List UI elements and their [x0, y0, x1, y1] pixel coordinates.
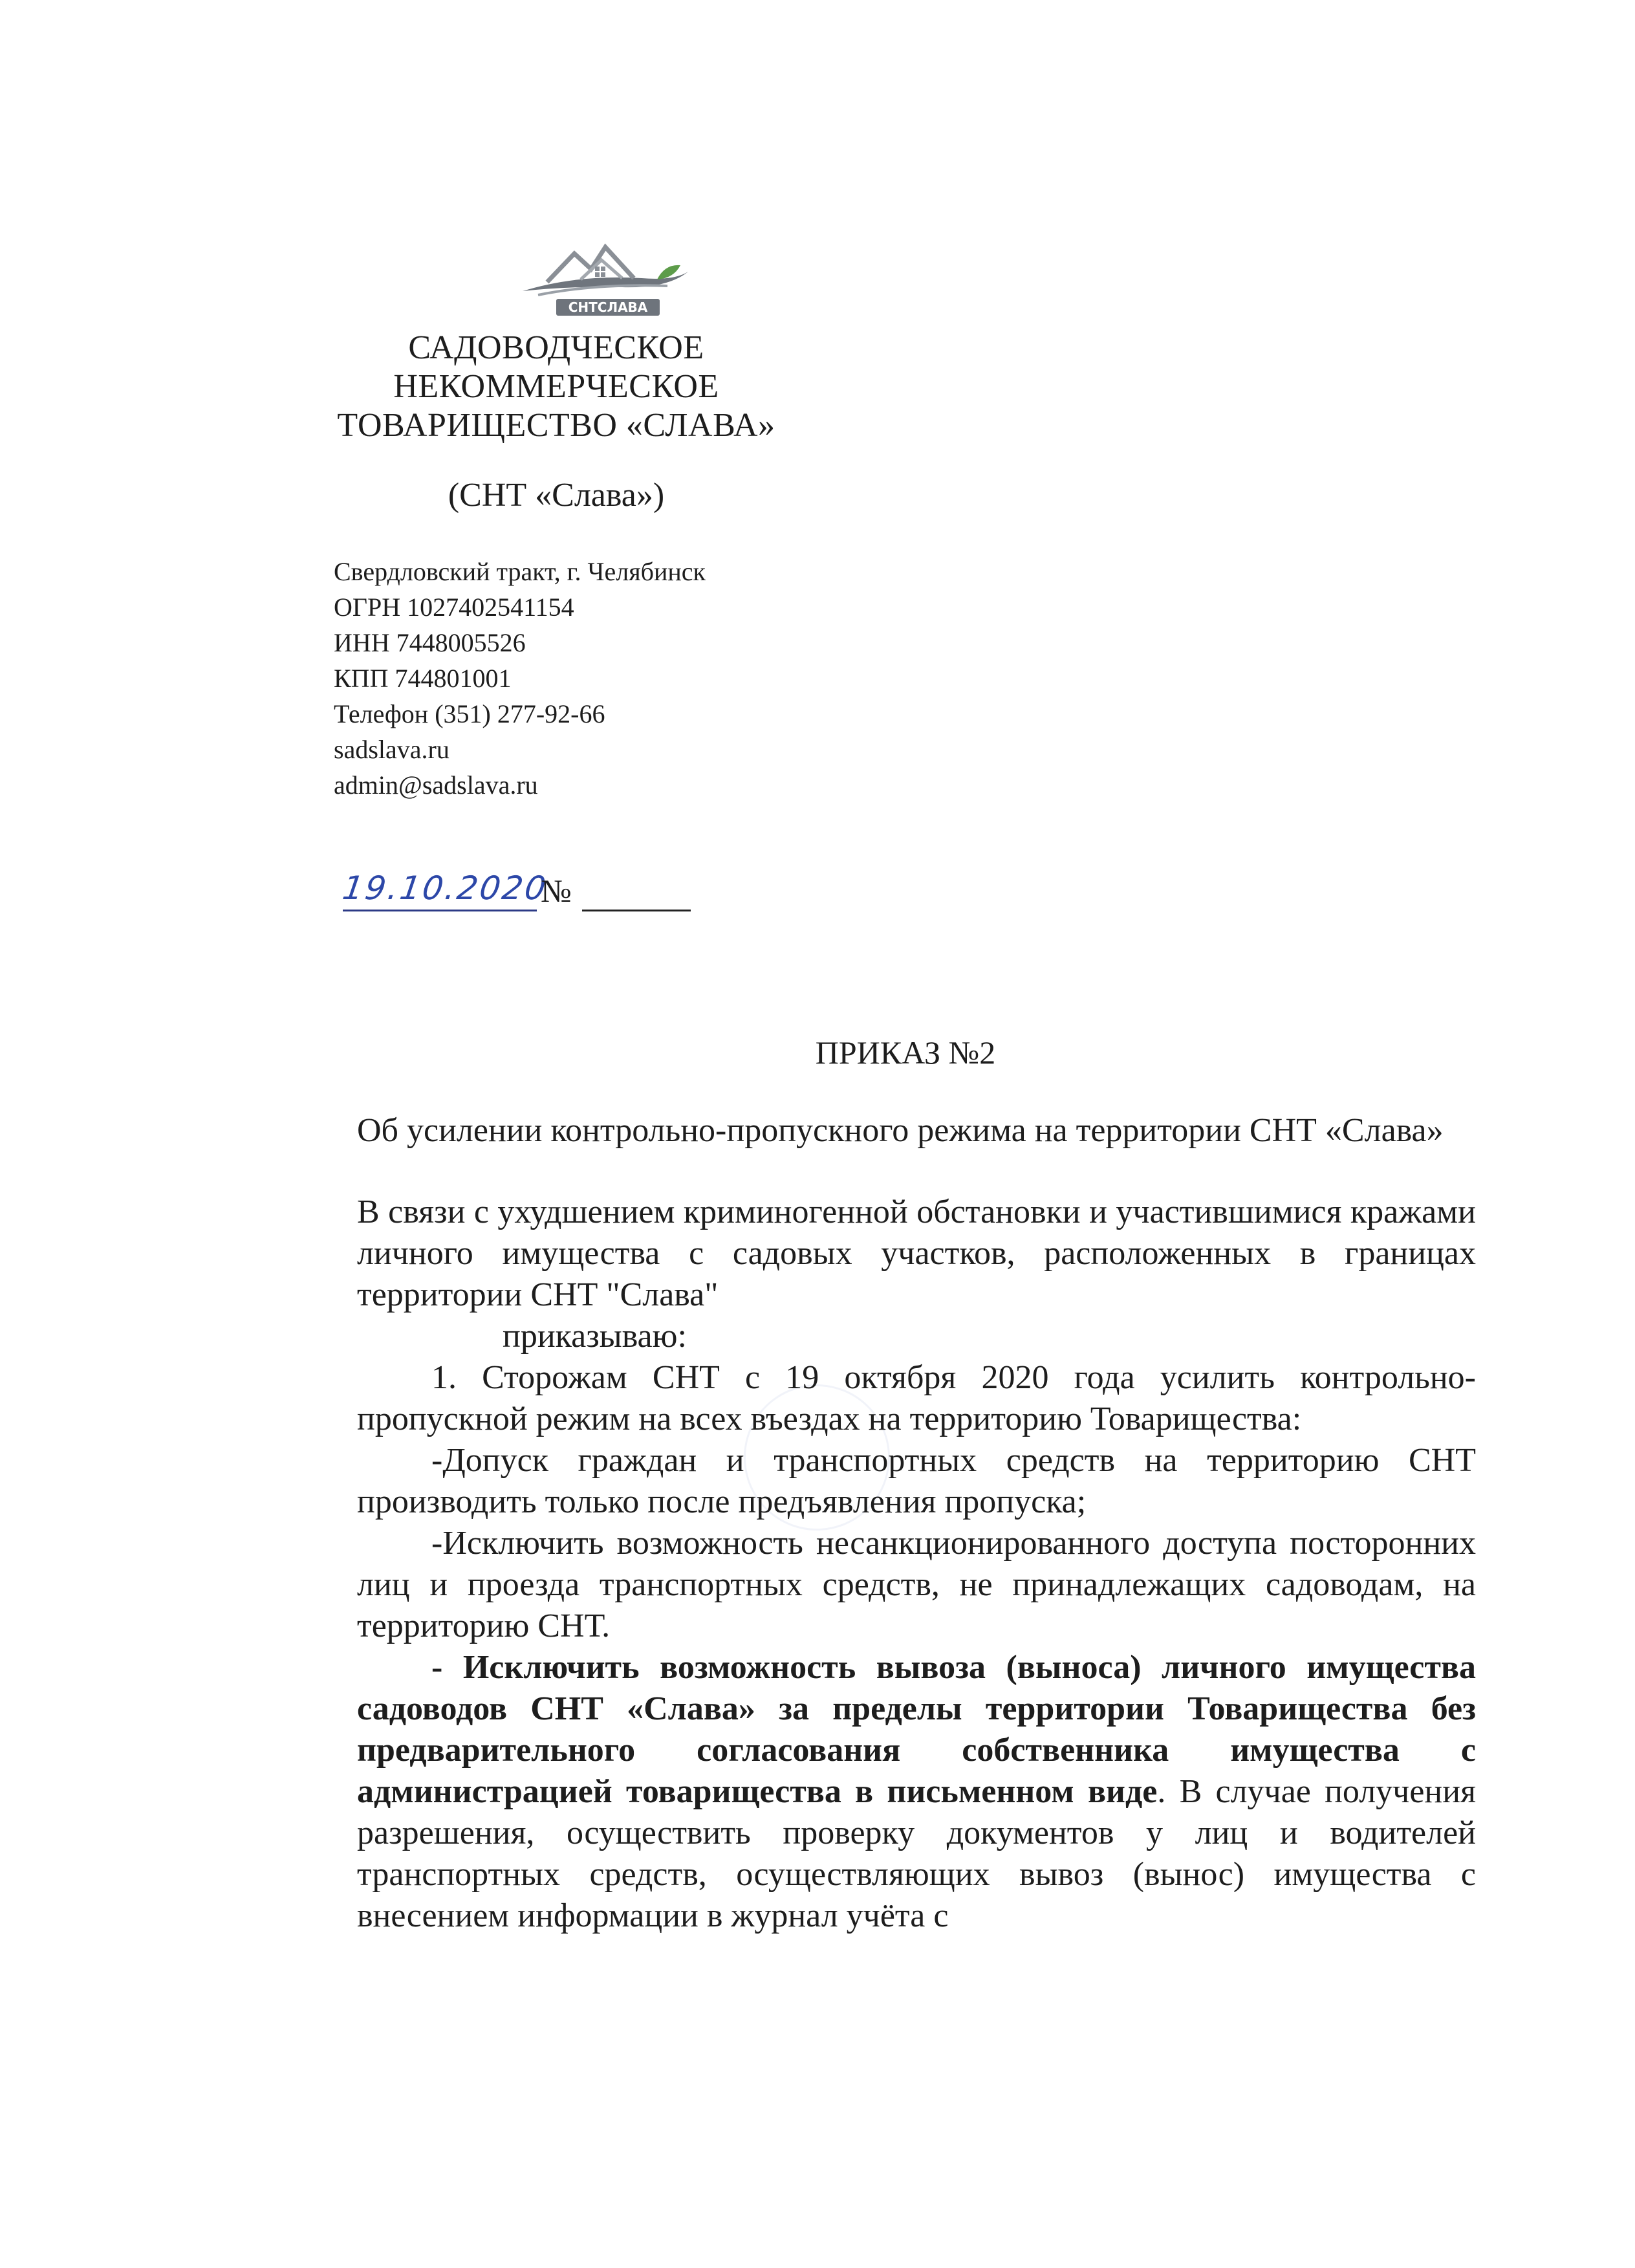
org-name-line-1: САДОВОДЧЕСКОЕ [408, 329, 704, 366]
organization-name [304, 329, 808, 445]
item-1-property-removal [357, 1647, 1476, 1937]
address: Свердловский тракт, г. Челябинск [334, 557, 706, 586]
kpp: КПП 744801001 [334, 664, 512, 693]
subject-line: Об усилении контрольно-пропускного режима на территории СНТ «Слава» [357, 1112, 1444, 1149]
phone: Телефон (351) 277-92-66 [334, 699, 605, 728]
date-number-line [340, 869, 705, 921]
org-name-line-2: НЕКОММЕРЧЕСКОЕ [393, 368, 719, 405]
document-body [357, 1110, 1476, 1937]
item-1-unauthorized: -Исключить возможность несанкционированного доступа посторонних лиц и проезда транспортных средств, не принадлежащих садоводам, на территорию СНТ. [357, 1525, 1476, 1644]
org-name-line-3: ТОВАРИЩЕСТВО «СЛАВА» [337, 407, 775, 444]
email: admin@sadslava.ru [334, 770, 538, 800]
ogrn: ОГРН 1027402541154 [334, 593, 574, 622]
item-1-access: -Допуск граждан и транспортных средств на территорию СНТ производить только после предъявления пропуска; [357, 1442, 1476, 1520]
item-1: 1. Сторожам СНТ с 19 октября 2020 года усилить контрольно-пропускной режим на всех въездах на территорию Товарищества: [357, 1359, 1476, 1437]
date-underline [343, 910, 537, 911]
order-word: приказываю: [503, 1318, 687, 1355]
property-removal-bold: - Исключить возможность вывоза (выноса) личного имущества садоводов СНТ «Слава» за пределы территории Товарищества без предварительного согласования собственника имущества с администрацией товарищества в письменном виде [357, 1649, 1476, 1810]
organization-short-name: (СНТ «Слава») [448, 477, 665, 514]
preamble-paragraph: В связи с ухудшением криминогенной обстановки и участившимися кражами личного имущества с садовых участков, расположенных в границах территории СНТ "Слава" [357, 1194, 1476, 1313]
logo-text: СНТСЛАВА [568, 300, 648, 315]
property-removal-continuation: . В случае получения разрешения, осуществить проверку документов у лиц и водителей транспортных средств, осуществляющих вывоз (вынос) имущества с внесением информации в журнал учёта с [357, 1773, 1476, 1934]
number-sign: № [541, 873, 572, 909]
inn: ИНН 7448005526 [334, 628, 526, 657]
snt-slava-logo [519, 241, 693, 317]
contact-details [334, 554, 916, 803]
number-underline [582, 910, 691, 911]
handwritten-date: 19.10.2020 [340, 869, 550, 907]
document-title: ПРИКАЗ №2 [815, 1034, 996, 1071]
website: sadslava.ru [334, 735, 449, 764]
